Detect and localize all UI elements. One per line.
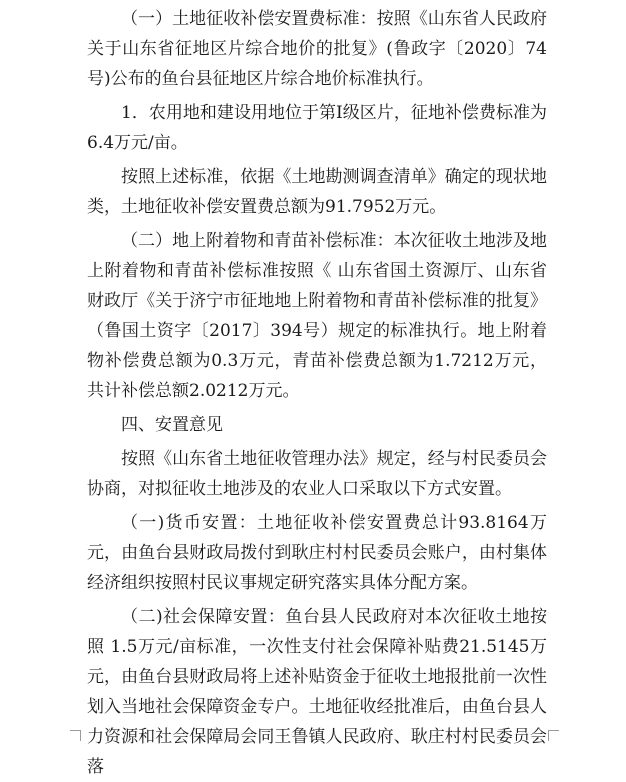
paragraph-compensation-total: 按照上述标准，依据《土地勘测调查清单》确定的现状地类，土地征收补偿安置费总额为91.7952万元。 <box>87 167 547 217</box>
paragraph-farmland-zone: 1．农用地和建设用地位于第Ⅰ级区片，征地补偿费标准为6.4万元/亩。 <box>87 103 547 153</box>
paragraph-monetary-resettlement: （一)货币安置：土地征收补偿安置费总计93.8164万元，由鱼台县财政局拨付到耿庄村村民委员会账户，由村集体经济组织按照村民议事规定研究落实具体分配方案。 <box>87 513 547 593</box>
paragraph-attachments-crops-standard: （二）地上附着物和青苗补偿标准：本次征收土地涉及地上附着物和青苗补偿标准按照《 山东省国土资源厅、山东省财政厅《关于济宁市征地地上附着物和青苗补偿标准的批复》（鲁国土资字〔2017〕394号）规定的标准执行。地上附着物补偿费总额为0.3万元，青苗补偿费总额为1.7212万元，共计补偿总额2.0212万元。 <box>87 231 547 401</box>
paragraph-social-security-resettlement: （二)社会保障安置：鱼台县人民政府对本次征收土地按照 1.5万元/亩标准，一次性支付社会保障补贴费21.5145万元，由鱼台县财政局将上述补贴资金于征收土地报批前一次性划入当地社会保障资金专户。土地征收经批准后，由鱼台县人力资源和社会保障局会同王鲁镇人民政府、耿庄村村民委员会落 <box>87 607 547 777</box>
page-corner-mark-left <box>70 730 81 741</box>
paragraph-land-compensation-standard: （一）土地征收补偿安置费标准：按照《山东省人民政府关于山东省征地区片综合地价的批复》(鲁政字〔2020〕74号)公布的鱼台县征地区片综合地价标准执行。 <box>87 9 547 89</box>
section-heading-resettlement: 四、安置意见 <box>121 415 223 435</box>
document-body <box>87 0 547 782</box>
page-corner-mark-right <box>548 730 559 741</box>
paragraph-resettlement-intro: 按照《山东省土地征收管理办法》规定，经与村民委员会协商，对拟征收土地涉及的农业人口采取以下方式安置。 <box>87 449 547 499</box>
